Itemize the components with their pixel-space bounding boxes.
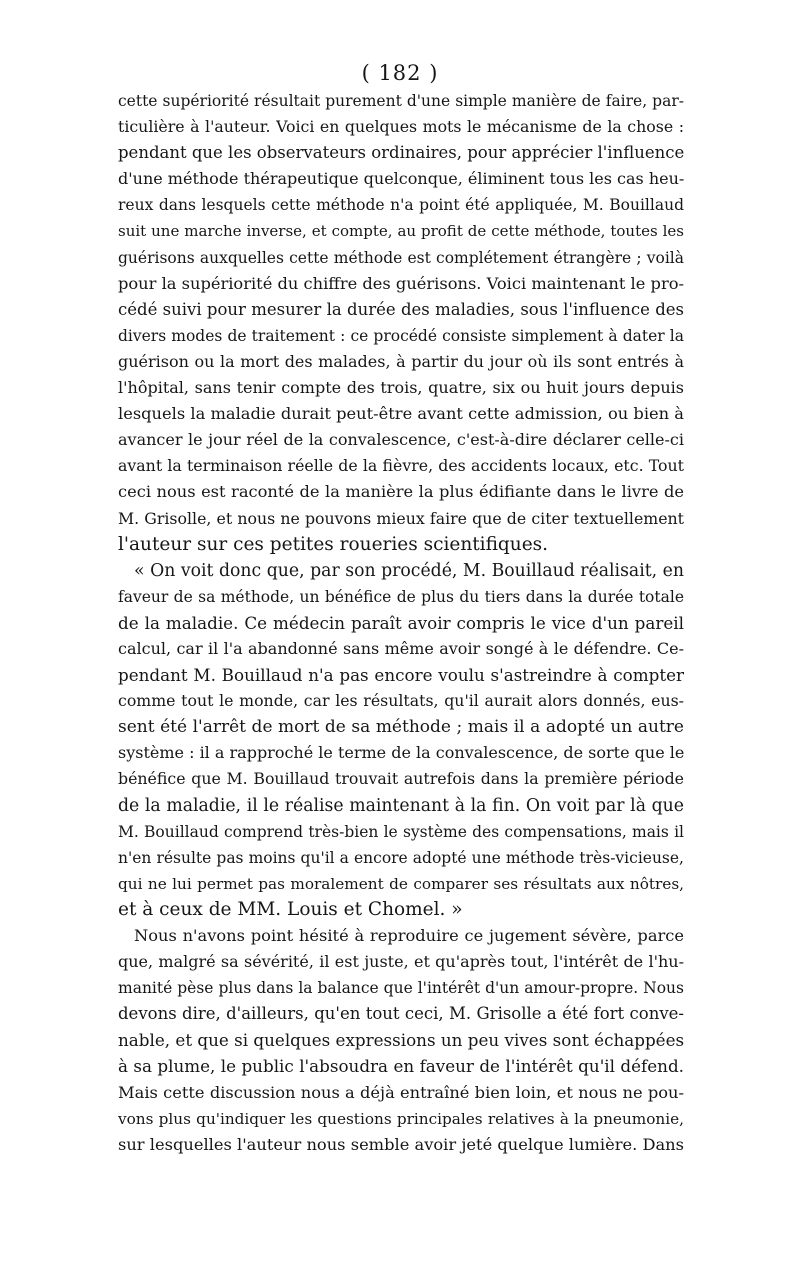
- text-line: pendant M. Bouillaud n'a pas encore voulu s'astreindre à compter: [118, 665, 684, 686]
- text-line: d'une méthode thérapeutique quelconque, éliminent tous les cas heu-: [118, 169, 684, 189]
- text-line: suit une marche inverse, et compte, au profit de cette méthode, toutes les: [118, 222, 684, 241]
- text-line: avant la terminaison réelle de la fièvre, des accidents locaux, etc. Tout: [118, 456, 684, 476]
- text-line: qui ne lui permet pas moralement de comparer ses résultats aux nôtres,: [118, 874, 684, 893]
- text-line: pour la supériorité du chiffre des guérisons. Voici maintenant le pro-: [118, 273, 684, 293]
- text-line: avancer le jour réel de la convalescence, c'est-à-dire déclarer celle-ci: [118, 430, 684, 450]
- text-line: devons dire, d'ailleurs, qu'en tout ceci, M. Grisolle a été fort conve-: [118, 1004, 684, 1024]
- text-line: de la maladie. Ce médecin paraît avoir compris le vice d'un pareil: [118, 612, 684, 633]
- text-line: divers modes de traitement : ce procédé consiste simplement à dater la: [118, 326, 684, 345]
- text-line: ticulière à l'auteur. Voici en quelques mots le mécanisme de la chose :: [118, 117, 684, 137]
- text-line: n'en résulte pas moins qu'il a encore adopté une méthode très-vicieuse,: [118, 848, 684, 867]
- text-line: et à ceux de MM. Louis et Chomel. »: [118, 898, 463, 920]
- text-line: Mais cette discussion nous a déjà entraîné bien loin, et nous ne pou-: [118, 1082, 684, 1102]
- text-line: pendant que les observateurs ordinaires, pour apprécier l'influence: [118, 143, 684, 163]
- text-line: système : il a rapproché le terme de la convalescence, de sorte que le: [118, 743, 684, 763]
- body-text: [118, 88, 684, 1158]
- text-line: guérison ou la mort des malades, à partir du jour où ils sont entrés à: [118, 351, 684, 371]
- text-line: bénéfice que M. Bouillaud trouvait autrefois dans la première période: [118, 769, 684, 789]
- text-line: comme tout le monde, car les résultats, qu'il aurait alors donnés, eus-: [118, 691, 684, 711]
- text-line: sent été l'arrêt de mort de sa méthode ; mais il a adopté un autre: [118, 717, 684, 738]
- text-line: cédé suivi pour mesurer la durée des maladies, sous l'influence des: [118, 299, 684, 319]
- text-line: sur lesquelles l'auteur nous semble avoir jeté quelque lumière. Dans: [118, 1134, 684, 1154]
- text-line: à sa plume, le public l'absoudra en faveur de l'intérêt qu'il défend.: [118, 1056, 684, 1077]
- text-line: cette supériorité résultait purement d'une simple manière de faire, par-: [118, 92, 684, 110]
- text-line: l'hôpital, sans tenir compte des trois, quatre, six ou huit jours depuis: [118, 378, 684, 398]
- text-line: vons plus qu'indiquer les questions principales relatives à la pneumonie,: [118, 1109, 684, 1128]
- text-line: de la maladie, il le réalise maintenant à la fin. On voit par là que: [118, 795, 684, 816]
- text-line: reux dans lesquels cette méthode n'a point été appliquée, M. Bouillaud: [118, 196, 684, 215]
- page-number: ( 182 ): [361, 61, 439, 85]
- text-line: ceci nous est raconté de la manière la plus édifiante dans le livre de: [118, 482, 684, 502]
- text-line: l'auteur sur ces petites roueries scientifiques.: [118, 533, 549, 555]
- text-line: nable, et que si quelques expressions un peu vives sont échappées: [118, 1030, 684, 1051]
- text-line: M. Grisolle, et nous ne pouvons mieux faire que de citer textuellement: [118, 508, 684, 528]
- text-line: calcul, car il l'a abandonné sans même avoir songé à le défendre. Ce-: [118, 638, 684, 658]
- text-line: que, malgré sa sévérité, il est juste, et qu'après tout, l'intérêt de l'hu-: [118, 952, 684, 972]
- text-line: lesquels la maladie durait peut-être avant cette admission, ou bien à: [118, 404, 684, 424]
- text-line: manité pèse plus dans la balance que l'intérêt d'un amour-propre. Nous: [118, 979, 684, 998]
- text-line: « On voit donc que, par son procédé, M. Bouillaud réalisait, en: [134, 560, 684, 581]
- text-line: M. Bouillaud comprend très-bien le système des compensations, mais il: [118, 822, 684, 841]
- text-line: guérisons auxquelles cette méthode est complétement étrangère ; voilà: [118, 248, 684, 267]
- text-line: Nous n'avons point hésité à reproduire ce jugement sévère, parce: [134, 926, 684, 945]
- text-line: faveur de sa méthode, un bénéfice de plus du tiers dans la durée totale: [118, 587, 684, 606]
